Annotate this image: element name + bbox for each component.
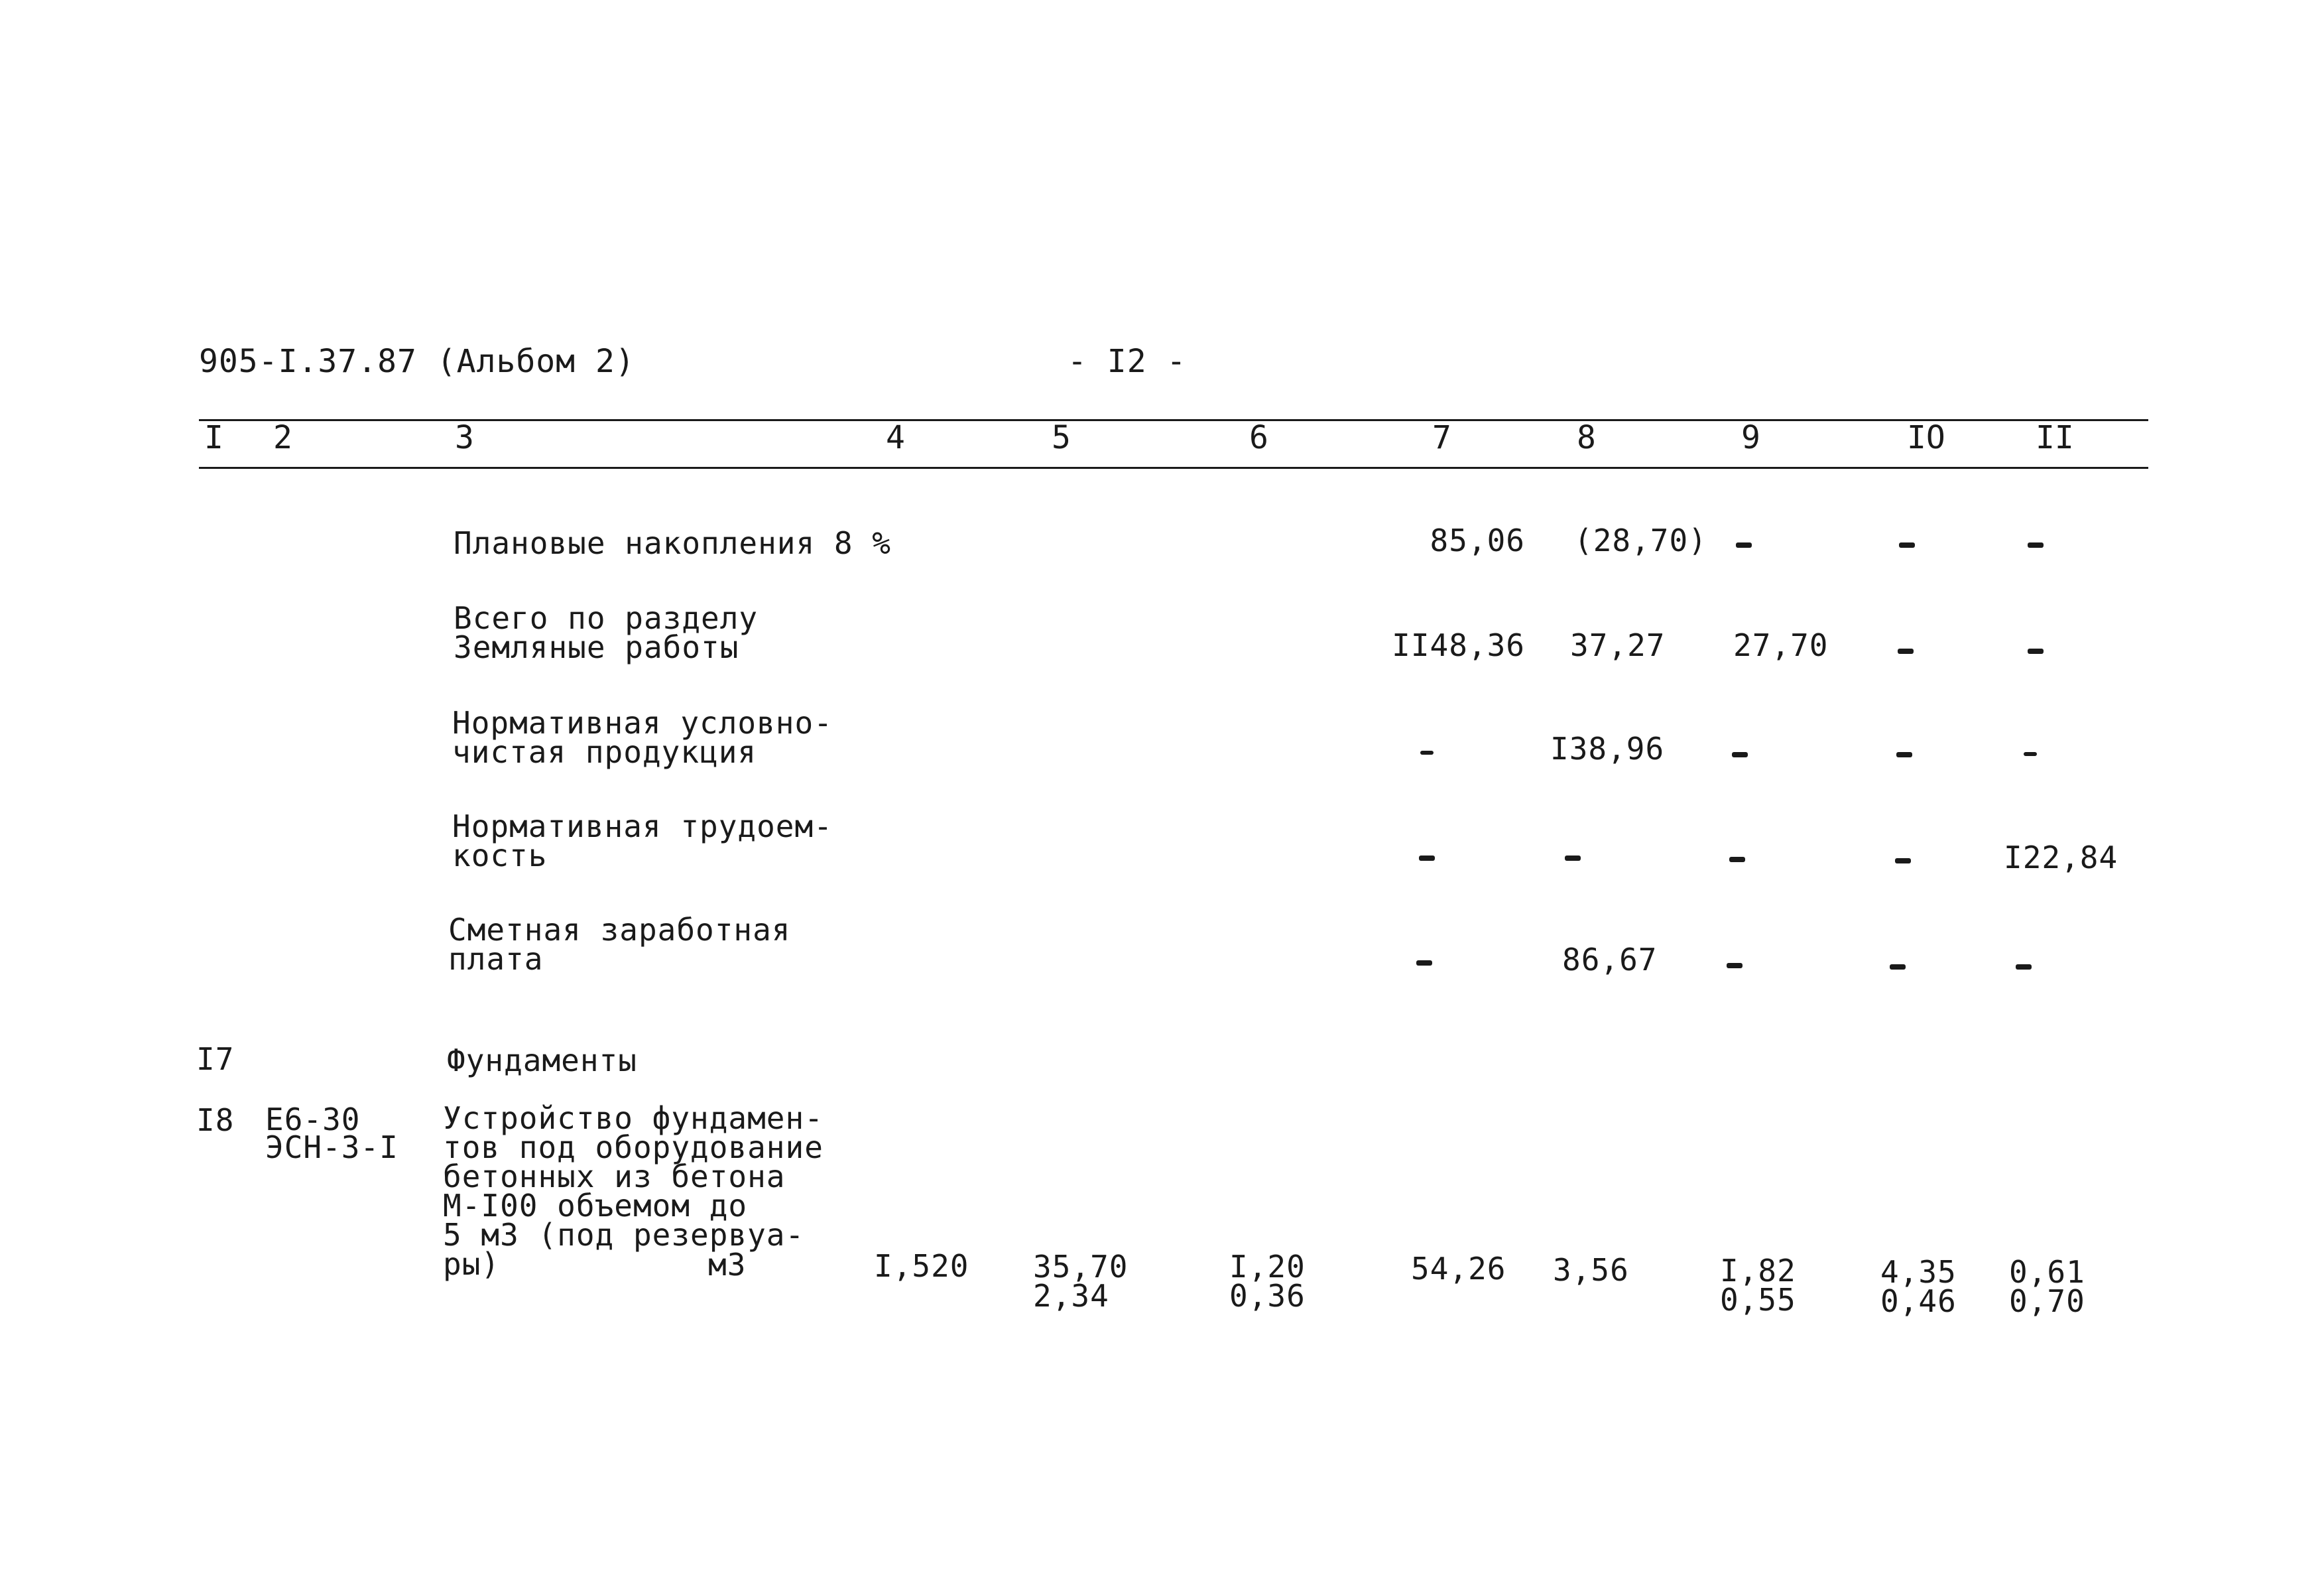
net-output-col8: I38,96 [1550,731,1665,767]
net-output-col9-dash [1732,752,1748,757]
planned-accumulations-label: Плановые накопления 8 % [454,525,891,561]
estimated-wages-col11-dash [2016,964,2032,970]
column-number-10: IO [1907,419,1945,456]
table-header-bottom-rule [199,467,2148,469]
planned-accumulations-col10-dash [1899,542,1915,548]
item-18-col4: I,520 [874,1248,969,1284]
labor-intensity-col11: I22,84 [2004,840,2118,875]
net-output-label-line1: Нормативная условно- [452,705,833,741]
item-18-col6-bottom: 0,36 [1229,1278,1306,1314]
item-18-col10-top: 4,35 [1880,1254,1957,1290]
page-number: - I2 - [1068,343,1187,380]
labor-intensity-col7-dash [1419,856,1435,861]
item-18-col7: 54,26 [1411,1251,1506,1287]
item-18-code-line1: Е6-30 [265,1102,361,1137]
net-output-col10-dash [1896,752,1912,757]
column-number-3: 3 [455,419,474,456]
section-total-label-line1: Всего по разделу [454,600,759,636]
net-output-col7-dash [1420,751,1434,755]
column-number-7: 7 [1432,419,1451,456]
item-18-description-line2: тов под оборудование [443,1129,824,1165]
item-18-col5-top: 35,70 [1033,1249,1129,1285]
item-18-description-line4: М-I00 объемом до [443,1188,748,1224]
table-header-top-rule [199,419,2148,421]
planned-accumulations-col11-dash [2028,542,2044,548]
item-18-col10-bottom: 0,46 [1880,1283,1957,1319]
section-total-col8: 37,27 [1570,627,1666,663]
item-18-description-line3: бетонных из бетона [443,1159,786,1194]
column-number-11: II [2036,419,2074,456]
labor-intensity-col9-dash [1729,857,1745,862]
section-total-label-line2: Земляные работы [454,629,739,665]
item-18-col11-top: 0,61 [2009,1254,2085,1290]
labor-intensity-label-line1: Нормативная трудоем- [452,808,833,844]
column-number-4: 4 [886,419,905,456]
net-output-label-line2: чистая продукция [452,734,757,770]
item-18-description-line6: ры) [443,1246,501,1282]
estimated-wages-label-line2: плата [448,941,544,977]
item-18-description-line5: 5 м3 (под резервуа- [443,1217,805,1253]
item-18-description-line1: Устройство фундамен- [443,1100,824,1136]
document-code: 905-I.37.87 (Альбом 2) [199,343,635,380]
item-18-unit: м3 [708,1247,747,1283]
item-18-col9-top: I,82 [1720,1253,1796,1289]
item-18-col11-bottom: 0,70 [2009,1283,2085,1319]
estimated-wages-col9-dash [1727,963,1743,968]
item-18-col5-bottom: 2,34 [1033,1278,1109,1314]
item-18-code-line2: ЭСН-3-I [265,1129,398,1165]
section-total-col10-dash [1898,649,1914,654]
column-number-6: 6 [1249,419,1268,456]
section-17-title: Фундаменты [447,1043,637,1078]
column-number-8: 8 [1577,419,1596,456]
section-total-col7: II48,36 [1392,627,1525,663]
planned-accumulations-col7: 85,06 [1430,523,1525,558]
planned-accumulations-col8: (28,70) [1574,523,1707,558]
net-output-col11-dash [2024,752,2037,756]
planned-accumulations-col9-dash [1736,542,1752,548]
column-number-2: 2 [273,419,292,456]
item-18-col6-top: I,20 [1229,1249,1306,1285]
estimated-wages-col8: 86,67 [1562,942,1658,978]
section-17-number: I7 [196,1041,235,1077]
estimated-wages-col7-dash [1416,960,1432,966]
item-18-col9-bottom: 0,55 [1720,1282,1796,1318]
section-total-col11-dash [2028,649,2044,654]
labor-intensity-label-line2: кость [452,838,548,873]
column-number-5: 5 [1052,419,1071,456]
labor-intensity-col8-dash [1565,856,1581,861]
estimated-wages-label-line1: Сметная заработная [448,912,791,948]
item-18-col8: 3,56 [1553,1252,1629,1288]
estimated-wages-col10-dash [1890,964,1906,970]
labor-intensity-col10-dash [1895,858,1911,863]
column-number-1: I [204,419,223,456]
section-total-col9: 27,70 [1733,627,1829,663]
item-18-number: I8 [196,1102,235,1138]
column-number-9: 9 [1741,419,1760,456]
